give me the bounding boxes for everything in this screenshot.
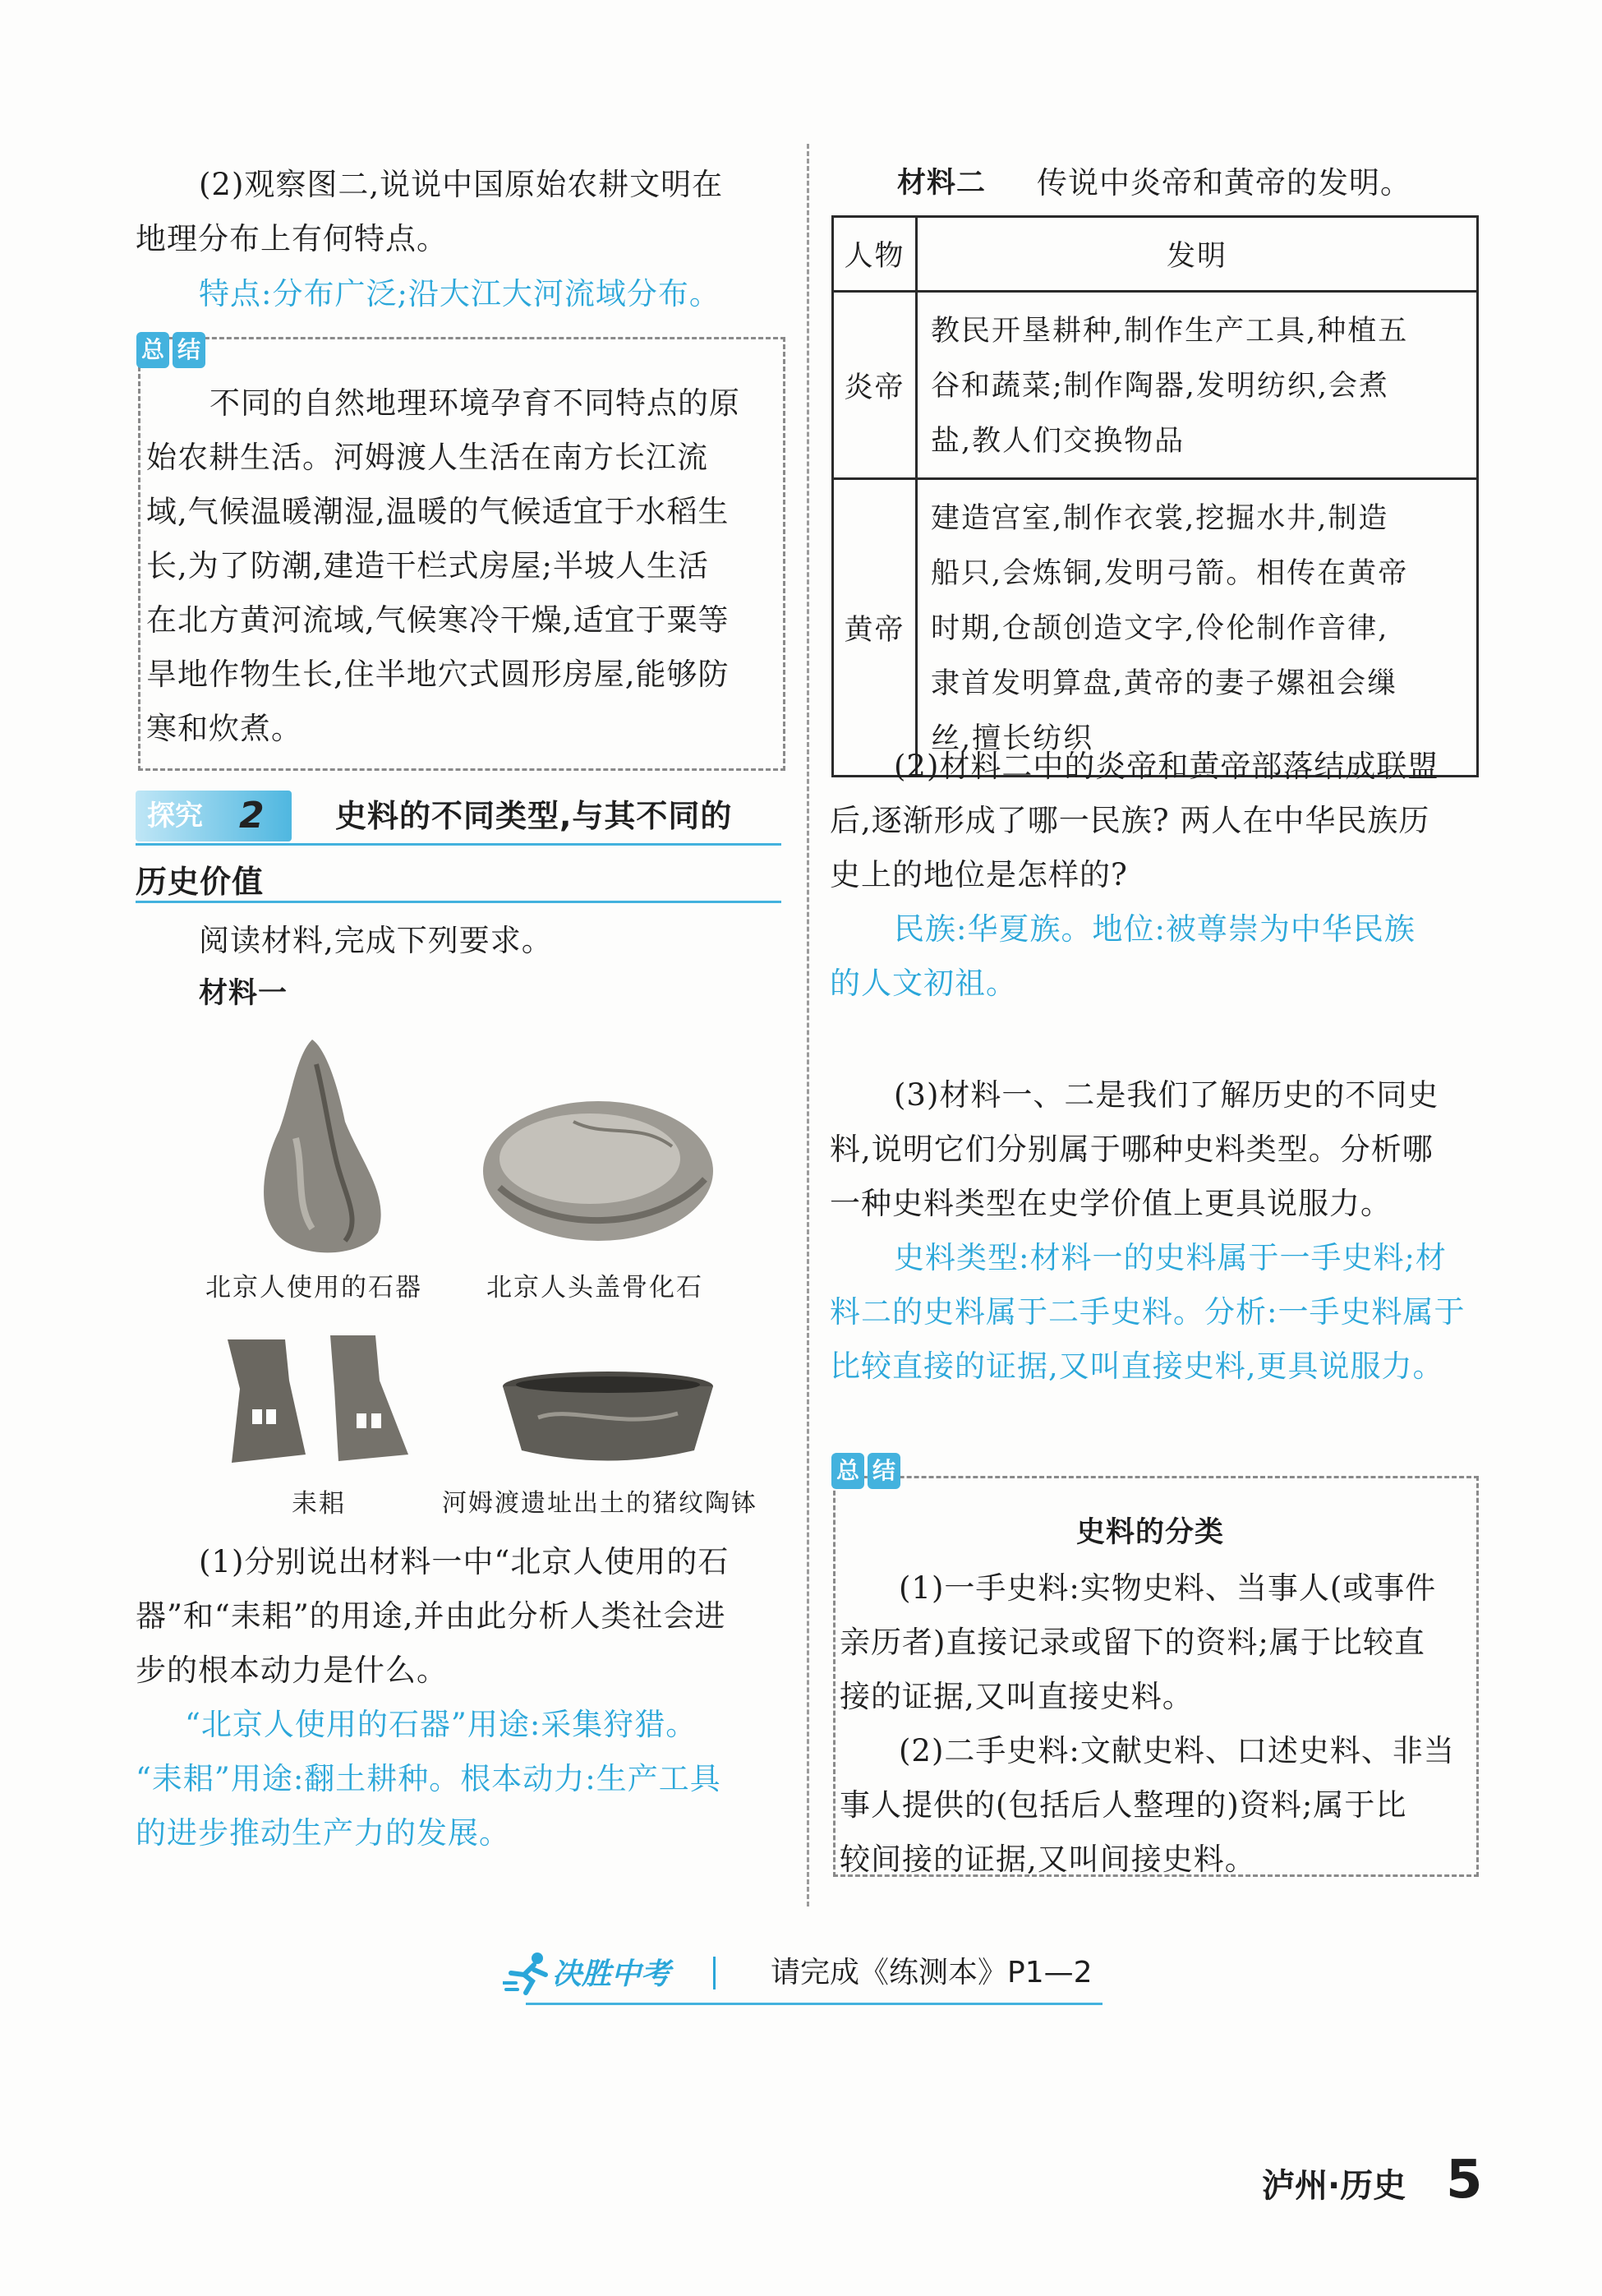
table-cell-line: 建造宫室,制作衣裳,挖掘水井,制造 xyxy=(931,502,1389,535)
summary-1-line: 长,为了防潮,建造干栏式房屋;半坡人生活 xyxy=(146,548,709,583)
summary-2-line: 较间接的证据,又叫间接史料。 xyxy=(840,1842,1256,1877)
explore-underline-2 xyxy=(136,901,781,903)
r-question-3-answer-line: 比较直接的证据,又叫直接史料,更具说服力。 xyxy=(830,1349,1444,1384)
question-2-line2: 地理分布上有何特点。 xyxy=(136,221,448,256)
skull-fossil-image xyxy=(475,1089,721,1253)
material-2-description: 传说中炎帝和黄帝的发明。 xyxy=(1037,165,1411,201)
question-1-answer-line: “北京人使用的石器”用途:采集狩猎。 xyxy=(185,1707,697,1742)
summary-1-line: 旱地作物生长,住半地穴式圆形房屋,能够防 xyxy=(146,657,730,692)
leisi-image xyxy=(215,1331,421,1471)
instruction-text: 阅读材料,完成下列要求。 xyxy=(199,923,553,958)
table-header-row xyxy=(833,217,1478,292)
r-question-3-answer-line: 料二的史料属于二手史料。分析:一手史料属于 xyxy=(830,1294,1466,1330)
skull-caption: 北京人头盖骨化石 xyxy=(486,1273,703,1302)
table-cell-line: 盐,教人们交换物品 xyxy=(931,425,1185,458)
summary-2-title: 史料的分类 xyxy=(1076,1516,1225,1549)
table-cell-line: 隶首发明算盘,黄帝的妻子嫘祖会缫 xyxy=(931,667,1398,700)
r-question-3-line: (3)材料一、二是我们了解历史的不同史 xyxy=(894,1077,1439,1113)
r-question-3-line: 一种史料类型在史学价值上更具说服力。 xyxy=(830,1186,1392,1221)
pot-caption: 河姆渡遗址出土的猪纹陶钵 xyxy=(442,1489,757,1518)
summary-tag-char: 结 xyxy=(868,1453,900,1489)
table-cell-invention xyxy=(917,292,1478,479)
r-question-2-line: 后,逐渐形成了哪一民族? 两人在中华民族历 xyxy=(830,803,1430,838)
table-cell-line: 谷和蔬菜;制作陶器,发明纺织,会煮 xyxy=(931,370,1390,403)
summary-1-line: 在北方黄河流域,气候寒冷干燥,适宜于粟等 xyxy=(146,602,730,638)
explore-title-line2: 历史价值 xyxy=(136,864,265,900)
summary-tag-char: 结 xyxy=(173,332,205,368)
table-cell-person: 黄帝 xyxy=(833,479,917,777)
question-1-line: 步的根本动力是什么。 xyxy=(136,1653,448,1688)
question-2-answer: 特点:分布广泛;沿大江大河流域分布。 xyxy=(199,276,720,311)
table-cell-line: 丝,擅长纺织 xyxy=(931,722,1094,755)
table-cell-line: 时期,仓颉创造文字,伶伦制作音律, xyxy=(931,612,1389,645)
table-cell-line: 教民开垦耕种,制作生产工具,种植五 xyxy=(931,315,1409,348)
explore-title-line1: 史料的不同类型,与其不同的 xyxy=(335,798,733,834)
table-header-invention: 发明 xyxy=(917,217,1478,292)
table-cell-line: 船只,会炼铜,发明弓箭。相传在黄帝 xyxy=(931,557,1409,590)
question-1-line: (1)分别说出材料一中“北京人使用的石 xyxy=(199,1544,730,1579)
r-question-3-line: 料,说明它们分别属于哪种史料类型。分析哪 xyxy=(830,1132,1434,1167)
summary-tag-1 xyxy=(136,332,205,368)
explore-badge-label: 探究 xyxy=(147,800,203,832)
explore-underline-1 xyxy=(136,843,781,846)
r-question-3-answer-line: 史料类型:材料一的史料属于一手史料;材 xyxy=(894,1240,1447,1275)
question-2-line1: (2)观察图二,说说中国原始农耕文明在 xyxy=(199,167,724,202)
explore-badge xyxy=(136,791,292,841)
summary-tag-2 xyxy=(831,1453,900,1489)
r-question-2-line: (2)材料二中的炎帝和黄帝部落结成联盟 xyxy=(894,749,1439,784)
footer-logo-divider xyxy=(713,1957,716,1989)
pig-pattern-pot-image xyxy=(497,1368,719,1467)
page-number: 5 xyxy=(1446,2150,1483,2211)
material-1-label: 材料一 xyxy=(199,977,288,1010)
column-divider xyxy=(807,144,809,1906)
r-question-2-line: 史上的地位是怎样的? xyxy=(830,857,1128,892)
footer-task-text: 请完成《练测本》P1—2 xyxy=(771,1956,1093,1989)
summary-2-line: 接的证据,又叫直接史料。 xyxy=(840,1679,1194,1714)
summary-1-line: 始农耕生活。河姆渡人生活在南方长江流 xyxy=(146,440,708,475)
leisi-caption: 耒耜 xyxy=(292,1489,346,1519)
table-row xyxy=(833,292,1478,479)
summary-tag-char: 总 xyxy=(136,332,169,368)
stone-tool-image xyxy=(246,1031,394,1261)
inventions-table xyxy=(831,215,1479,777)
stone-tool-caption: 北京人使用的石器 xyxy=(205,1273,422,1302)
r-question-2-answer-line: 的人文初祖。 xyxy=(830,966,1017,1001)
summary-1-line: 寒和炊煮。 xyxy=(146,711,302,746)
r-question-2-answer-line: 民族:华夏族。地位:被尊崇为中华民族 xyxy=(894,911,1416,947)
question-1-answer-line: 的进步推动生产力的发展。 xyxy=(136,1815,510,1851)
summary-2-line: 事人提供的(包括后人整理的)资料;属于比 xyxy=(840,1787,1407,1823)
question-1-answer-line: “耒耜”用途:翻土耕种。根本动力:生产工具 xyxy=(136,1761,721,1796)
summary-2-line: (1)一手史料:实物史料、当事人(或事件 xyxy=(899,1570,1437,1606)
summary-2-line: 亲历者)直接记录或留下的资料;属于比较直 xyxy=(840,1625,1425,1660)
table-row xyxy=(833,479,1478,777)
summary-2-line: (2)二手史料:文献史料、口述史料、非当 xyxy=(899,1733,1455,1768)
material-2-label: 材料二 xyxy=(897,167,987,200)
table-cell-person: 炎帝 xyxy=(833,292,917,479)
page-label: 泸州·历史 xyxy=(1262,2167,1406,2205)
footer-logo-text: 决胜中考 xyxy=(552,1957,671,1991)
question-1-line: 器”和“耒耜”的用途,并由此分析人类社会进 xyxy=(136,1598,726,1634)
explore-badge-number: 2 xyxy=(239,795,265,837)
footer-underline xyxy=(526,2003,1103,2005)
table-cell-invention xyxy=(917,479,1478,777)
runner-icon xyxy=(503,1950,552,1996)
summary-tag-char: 总 xyxy=(831,1453,864,1489)
summary-1-line: 域,气候温暖潮湿,温暖的气候适宜于水稻生 xyxy=(146,494,730,529)
table-header-person: 人物 xyxy=(833,217,917,292)
summary-1-line: 不同的自然地理环境孕育不同特点的原 xyxy=(209,385,740,421)
